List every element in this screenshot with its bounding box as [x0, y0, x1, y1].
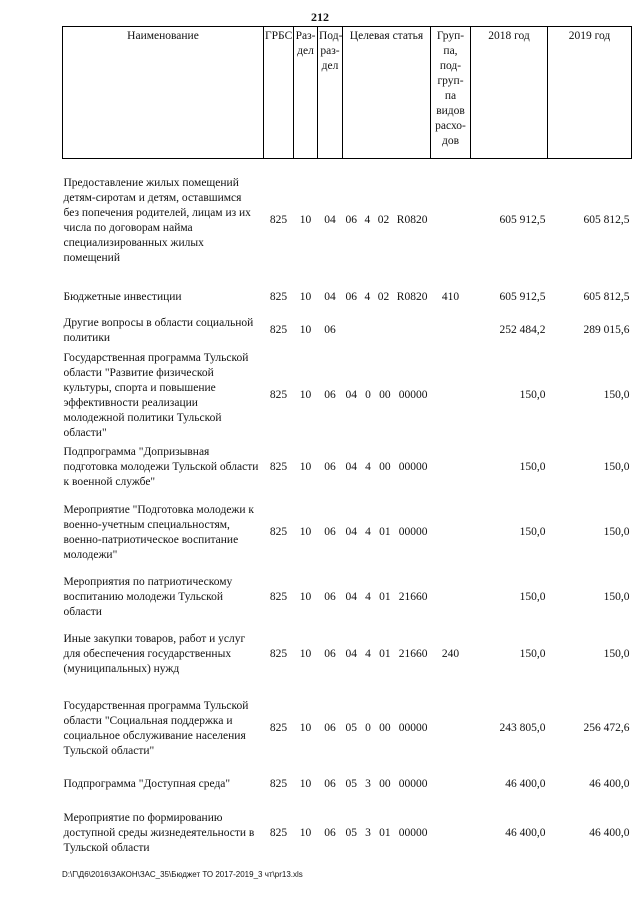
- row-grbs: 825: [269, 214, 288, 227]
- row-2019: 46 400,0: [589, 827, 630, 839]
- row-2019: 150,0: [603, 648, 630, 660]
- header-grbs: ГРБС: [264, 27, 294, 159]
- row-target: [343, 443, 431, 493]
- row-podrazdel: 06: [324, 461, 336, 473]
- row-group: [431, 313, 471, 349]
- row-group: [431, 688, 471, 770]
- target-subprogram: 4: [365, 461, 371, 473]
- row-grbs: 825: [269, 389, 288, 401]
- target-program: 06: [345, 214, 357, 227]
- target-event: 01: [379, 827, 391, 839]
- row-grbs: 825: [269, 722, 288, 734]
- row-2018: 243 805,0: [499, 722, 546, 734]
- table-row: [63, 770, 632, 800]
- target-direction: 21660: [398, 648, 428, 660]
- row-group: [431, 770, 471, 800]
- row-name: Мероприятие по формированию доступной среды жизнедеятельности в Тульской области: [63, 812, 255, 854]
- target-program: 04: [345, 590, 357, 603]
- target-program: 05: [345, 778, 357, 790]
- row-2019: 256 472,6: [583, 722, 630, 734]
- target-program: 04: [345, 648, 357, 660]
- table-header: [63, 27, 632, 159]
- row-2018: 150,0: [519, 389, 546, 401]
- budget-table: [62, 26, 632, 868]
- row-podrazdel: 06: [324, 526, 336, 538]
- table-row: [63, 313, 632, 349]
- target-program: 05: [345, 722, 357, 734]
- target-direction: 21660: [398, 590, 428, 603]
- header-razdel: Раз-дел: [294, 27, 318, 159]
- row-grbs: 825: [269, 461, 288, 473]
- row-2018: 150,0: [519, 648, 546, 660]
- row-2019: 605 812,5: [583, 214, 630, 227]
- row-target: [343, 349, 431, 443]
- table-row: [63, 493, 632, 573]
- row-group: [431, 159, 471, 283]
- row-2018: 150,0: [519, 590, 546, 603]
- row-podrazdel: 06: [324, 827, 336, 839]
- row-target: [343, 283, 431, 313]
- target-direction: R0820: [396, 291, 428, 303]
- row-podrazdel: 04: [324, 291, 336, 303]
- row-name: Государственная программа Тульской области "Социальная поддержка и социальное обслуживание населения Тульской области": [63, 699, 249, 757]
- target-direction: 00000: [398, 461, 428, 473]
- header-podrazdel: Под-раз-дел: [318, 27, 343, 159]
- target-subprogram: 3: [365, 827, 371, 839]
- target-event: 02: [377, 214, 390, 227]
- row-podrazdel: 06: [324, 648, 336, 660]
- row-group: [431, 800, 471, 868]
- row-2019: 289 015,6: [583, 324, 630, 336]
- row-podrazdel: 06: [324, 389, 336, 401]
- row-group: 240: [441, 648, 460, 660]
- row-name: Подпрограмма "Допризывная подготовка молодежи Тульской области к военной службе": [63, 446, 259, 488]
- row-2019: 150,0: [603, 389, 630, 401]
- row-grbs: 825: [269, 778, 288, 790]
- target-subprogram: 4: [364, 214, 371, 227]
- target-direction: 00000: [398, 722, 428, 734]
- row-grbs: 825: [269, 590, 288, 603]
- page-number: 212: [311, 10, 329, 24]
- row-2019: 150,0: [603, 461, 630, 473]
- target-direction: 00000: [398, 778, 428, 790]
- target-event: 00: [379, 778, 391, 790]
- target-direction: 00000: [398, 389, 428, 401]
- target-event: 00: [379, 722, 391, 734]
- target-direction: 00000: [398, 827, 428, 839]
- target-subprogram: 4: [365, 648, 371, 660]
- target-subprogram: 0: [365, 389, 371, 401]
- target-subprogram: 3: [365, 778, 371, 790]
- row-razdel: 10: [299, 778, 312, 790]
- row-group: 410: [441, 291, 460, 303]
- target-event: 01: [379, 526, 391, 538]
- row-target: [343, 313, 431, 349]
- row-2018: 150,0: [519, 526, 546, 538]
- target-program: 04: [345, 526, 357, 538]
- row-name: Другие вопросы в области социальной политики: [63, 316, 254, 344]
- row-podrazdel: 06: [324, 324, 336, 336]
- row-target: [343, 493, 431, 573]
- row-group: [431, 493, 471, 573]
- table-row: [63, 349, 632, 443]
- table-row: [63, 622, 632, 688]
- target-event: 01: [379, 648, 391, 660]
- row-razdel: 10: [299, 461, 312, 473]
- row-grbs: 825: [269, 526, 288, 538]
- row-podrazdel: 06: [324, 722, 336, 734]
- row-2019: 46 400,0: [589, 778, 630, 790]
- target-direction: 00000: [398, 526, 428, 538]
- row-target: [343, 159, 431, 283]
- row-group: [431, 573, 471, 622]
- row-2018: 46 400,0: [505, 827, 546, 839]
- row-2019: 150,0: [603, 590, 630, 603]
- row-2018: 46 400,0: [505, 778, 546, 790]
- table-row: [63, 688, 632, 770]
- table-row: [63, 283, 632, 313]
- row-target: [343, 800, 431, 868]
- row-target: [343, 573, 431, 622]
- row-razdel: 10: [299, 648, 312, 660]
- header-name: Наименование: [63, 27, 264, 159]
- table-row: [63, 800, 632, 868]
- row-razdel: 10: [299, 291, 312, 303]
- row-name: Мероприятие "Подготовка молодежи к военно-учетным специальностям, военно-патриотическое воспитание молодежи": [63, 503, 254, 561]
- row-grbs: 825: [269, 648, 288, 660]
- row-group: [431, 349, 471, 443]
- target-direction: R0820: [396, 214, 428, 227]
- target-event: 02: [377, 291, 390, 303]
- row-razdel: 10: [299, 214, 312, 227]
- target-subprogram: 4: [364, 291, 371, 303]
- row-name: Предоставление жилых помещений детям-сиротам и детям, оставшимся без попечения родителей, лицам из их числа по договорам найма специализированных жилых помещений: [63, 176, 251, 264]
- header-group: Груп-па, под-груп-па видов расхо-дов: [431, 27, 471, 159]
- row-2018: 252 484,2: [499, 324, 546, 336]
- row-razdel: 10: [299, 590, 312, 603]
- row-2018: 605 912,5: [499, 214, 546, 227]
- table-row: [63, 159, 632, 283]
- target-program: 04: [345, 461, 357, 473]
- target-event: 00: [379, 461, 391, 473]
- row-grbs: 825: [269, 324, 288, 336]
- file-path-footer: D:\Г\Д6\2016\ЗАКОН\ЗАС_35\Бюджет ТО 2017-2019_3 чт\pr13.xls: [62, 870, 303, 879]
- row-podrazdel: 06: [324, 590, 336, 603]
- row-name: Подпрограмма "Доступная среда": [63, 778, 231, 790]
- row-razdel: 10: [299, 526, 312, 538]
- row-grbs: 825: [269, 291, 288, 303]
- target-event: 00: [379, 389, 391, 401]
- row-razdel: 10: [299, 722, 312, 734]
- target-event: 01: [379, 590, 391, 603]
- row-target: [343, 770, 431, 800]
- target-subprogram: 4: [365, 526, 371, 538]
- target-subprogram: 0: [365, 722, 371, 734]
- row-name: Мероприятия по патриотическому воспитанию молодежи Тульской области: [63, 575, 233, 618]
- row-2018: 150,0: [519, 461, 546, 473]
- row-razdel: 10: [299, 324, 312, 336]
- row-target: [343, 688, 431, 770]
- table-row: [63, 443, 632, 493]
- row-razdel: 10: [299, 827, 312, 839]
- row-podrazdel: 06: [324, 778, 336, 790]
- target-program: 04: [345, 389, 357, 401]
- row-name: Бюджетные инвестиции: [63, 291, 182, 303]
- row-name: Иные закупки товаров, работ и услуг для обеспечения государственных (муниципальных) нужд: [63, 633, 246, 675]
- table-row: [63, 573, 632, 622]
- target-subprogram: 4: [365, 590, 371, 603]
- header-2018: 2018 год: [471, 27, 548, 159]
- row-target: [343, 622, 431, 688]
- row-2019: 150,0: [603, 526, 630, 538]
- header-target: Целевая статья: [343, 27, 431, 159]
- row-podrazdel: 04: [324, 214, 336, 227]
- row-name: Государственная программа Тульской области "Развитие физической культуры, спорта и повышение эффективности реализации молодежной политики Тульской области": [63, 351, 249, 439]
- header-2019: 2019 год: [548, 27, 632, 159]
- target-program: 06: [345, 291, 357, 303]
- row-grbs: 825: [269, 827, 288, 839]
- target-program: 05: [345, 827, 357, 839]
- row-group: [431, 443, 471, 493]
- row-2019: 605 812,5: [583, 291, 630, 303]
- row-razdel: 10: [299, 389, 312, 401]
- row-2018: 605 912,5: [499, 291, 546, 303]
